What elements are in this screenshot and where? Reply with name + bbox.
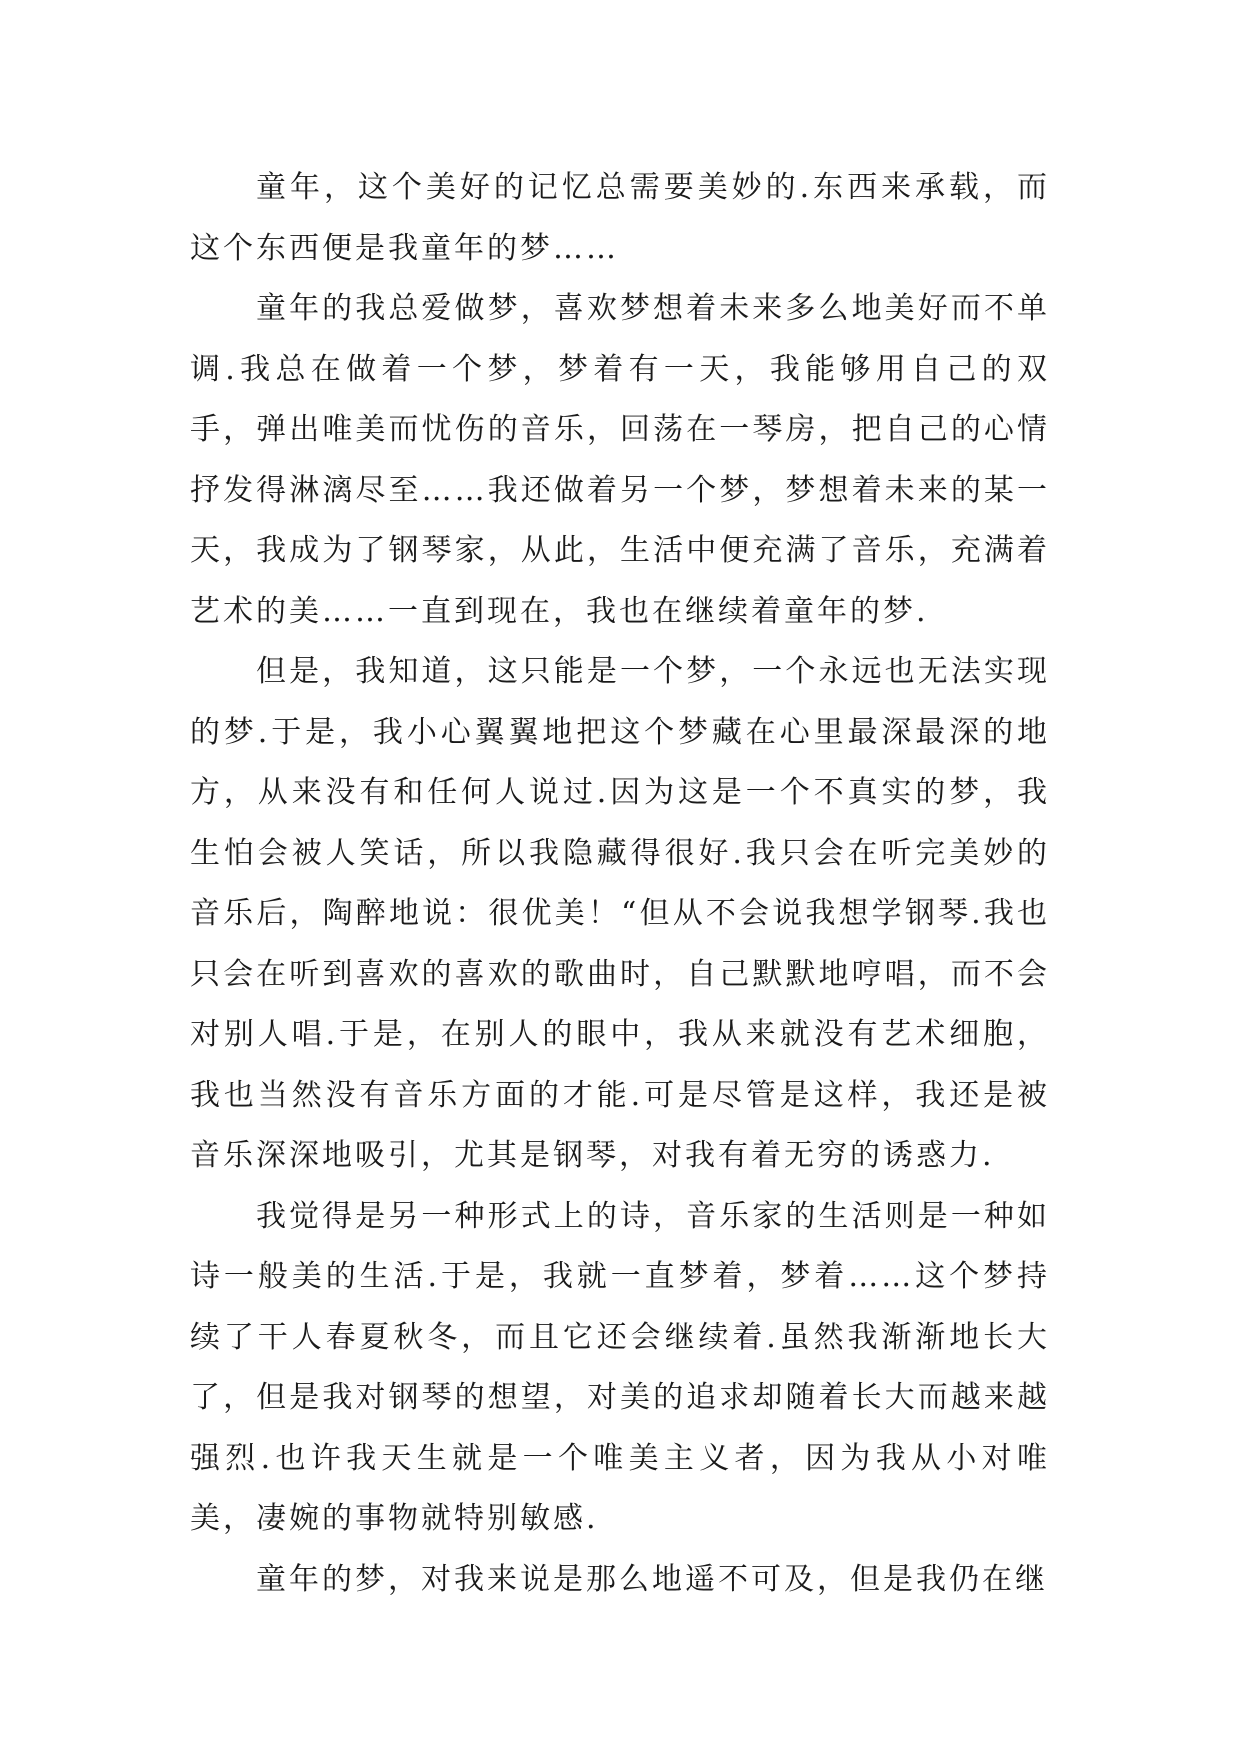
- paragraph-3: 但是，我知道，这只能是一个梦，一个永远也无法实现的梦.于是，我小心翼翼地把这个梦藏在心里最深最深的地方，从来没有和任何人说过.因为这是一个不真实的梦，我生怕会被人笑话，所以我隐藏得很好.我只会在听完美妙的音乐后，陶醉地说：很优美！“但从不会说我想学钢琴.我也只会在听到喜欢的喜欢的歌曲时，自己默默地哼唱，而不会对别人唱.于是，在别人的眼中，我从来就没有艺术细胞，我也当然没有音乐方面的才能.可是尽管是这样，我还是被音乐深深地吸引，尤其是钢琴，对我有着无穷的诱惑力.: [190, 654, 1050, 1173]
- document-body: [190, 158, 1050, 1610]
- paragraph-2: 童年的我总爱做梦，喜欢梦想着未来多么地美好而不单调.我总在做着一个梦，梦着有一天，我能够用自己的双手，弹出唯美而忧伤的音乐，回荡在一琴房，把自己的心情抒发得淋漓尽至……我还做着另一个梦，梦想着未来的某一天，我成为了钢琴家，从此，生活中便充满了音乐，充满着艺术的美……一直到现在，我也在继续着童年的梦.: [190, 291, 1050, 629]
- paragraph-4: 我觉得是另一种形式上的诗，音乐家的生活则是一种如诗一般美的生活.于是，我就一直梦着，梦着……这个梦持续了干人春夏秋冬，而且它还会继续着.虽然我渐渐地长大了，但是我对钢琴的想望，对美的追求却随着长大而越来越强烈.也许我天生就是一个唯美主义者，因为我从小对唯美，凄婉的事物就特别敏感.: [190, 1198, 1050, 1536]
- paragraph-1: 童年，这个美好的记忆总需要美妙的.东西来承载，而这个东西便是我童年的梦……: [190, 170, 1050, 266]
- paragraph-5: 童年的梦，对我来说是那么地遥不可及，但是我仍在继: [256, 1561, 1048, 1597]
